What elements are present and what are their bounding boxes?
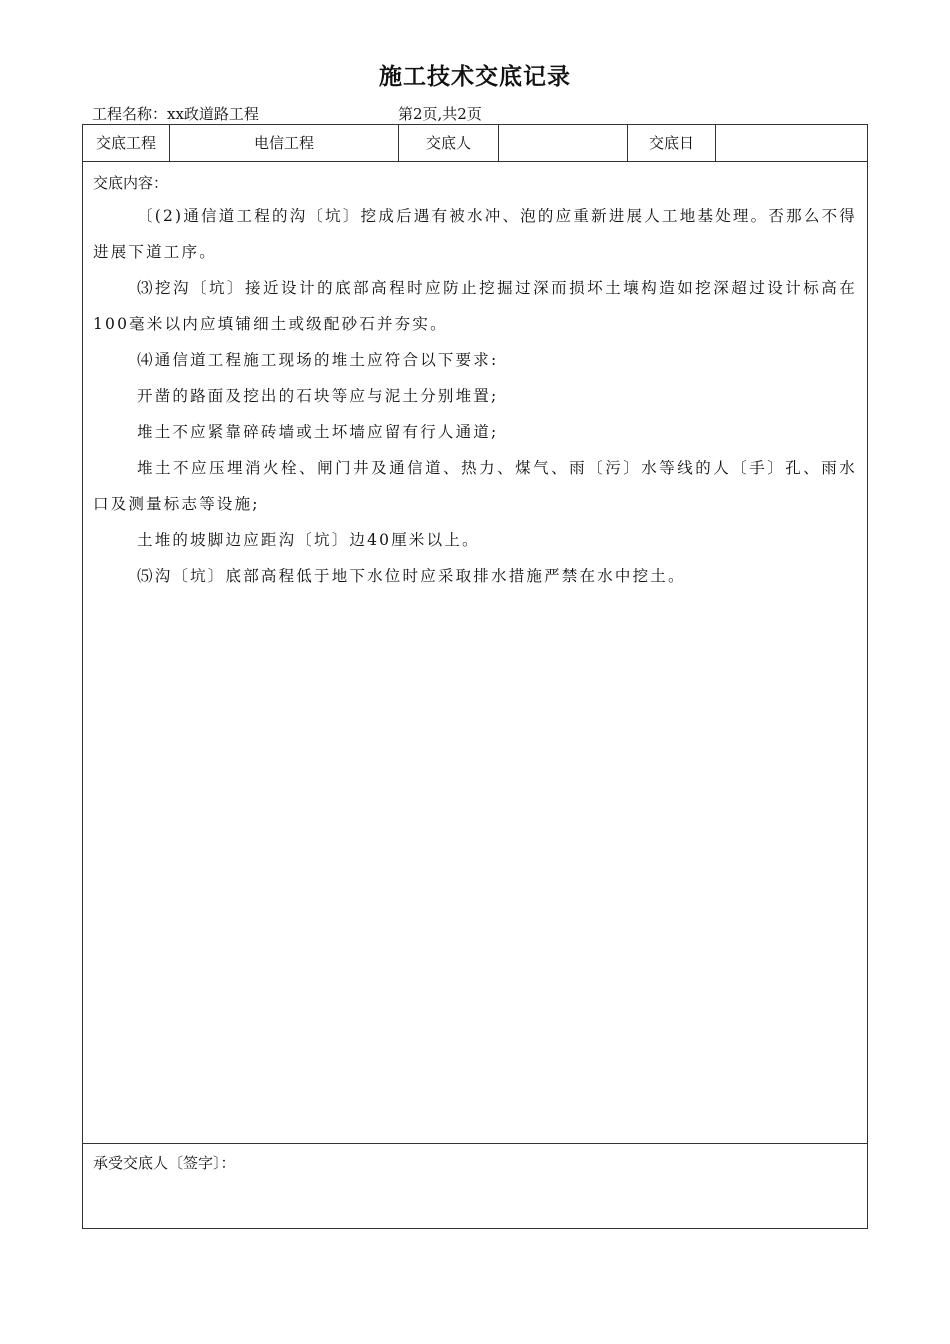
value-project-cell: 电信工程: [170, 125, 399, 161]
requirement-3: 堆土不应压埋消火栓、闸门井及通信道、热力、煤气、雨〔污〕水等线的人〔手〕孔、雨水口及测量标志等设施;: [93, 459, 857, 513]
value-person-cell: [499, 125, 628, 161]
paragraph-3: ⑶挖沟〔坑〕接近设计的底部高程时应防止挖掘过深而损坏土壤构造如挖深超过设计标高在100毫米以内应填铺细土或级配砂石并夯实。: [93, 279, 857, 333]
signature-section: [83, 1144, 867, 1228]
header-row: [83, 125, 867, 162]
page-number: 第2页,共2页: [398, 105, 482, 123]
requirement-2: 堆土不应紧靠碎砖墙或土坏墙应留有行人通道;: [137, 423, 499, 441]
paragraph-5: ⑸沟〔坑〕底部高程低于地下水位时应采取排水措施严禁在水中挖土。: [137, 567, 686, 585]
label-project-cell: 交底工程: [83, 125, 170, 161]
record-table: [82, 124, 868, 1229]
paragraph-2: 〔(2)通信道工程的沟〔坑〕挖成后遇有被水冲、泡的应重新进展人工地基处理。否那么不得进展下道工序。: [93, 207, 857, 261]
signature-label: 承受交底人〔签字〕：: [93, 1154, 236, 1172]
requirement-1: 开凿的路面及挖出的石块等应与泥土分别堆置;: [137, 387, 499, 405]
content-section: [83, 162, 867, 1144]
document-title: 施工技术交底记录: [379, 63, 571, 90]
content-label: 交底内容：: [93, 174, 169, 192]
value-date-cell: [716, 125, 867, 161]
paragraph-4: ⑷通信道工程施工现场的堆土应符合以下要求:: [137, 351, 499, 369]
requirement-4: 土堆的坡脚边应距沟〔坑〕边40厘米以上。: [137, 531, 480, 549]
label-date-cell: 交底日: [628, 125, 716, 161]
label-person-cell: 交底人: [399, 125, 499, 161]
project-name: 工程名称：xx政道路工程: [92, 105, 259, 123]
